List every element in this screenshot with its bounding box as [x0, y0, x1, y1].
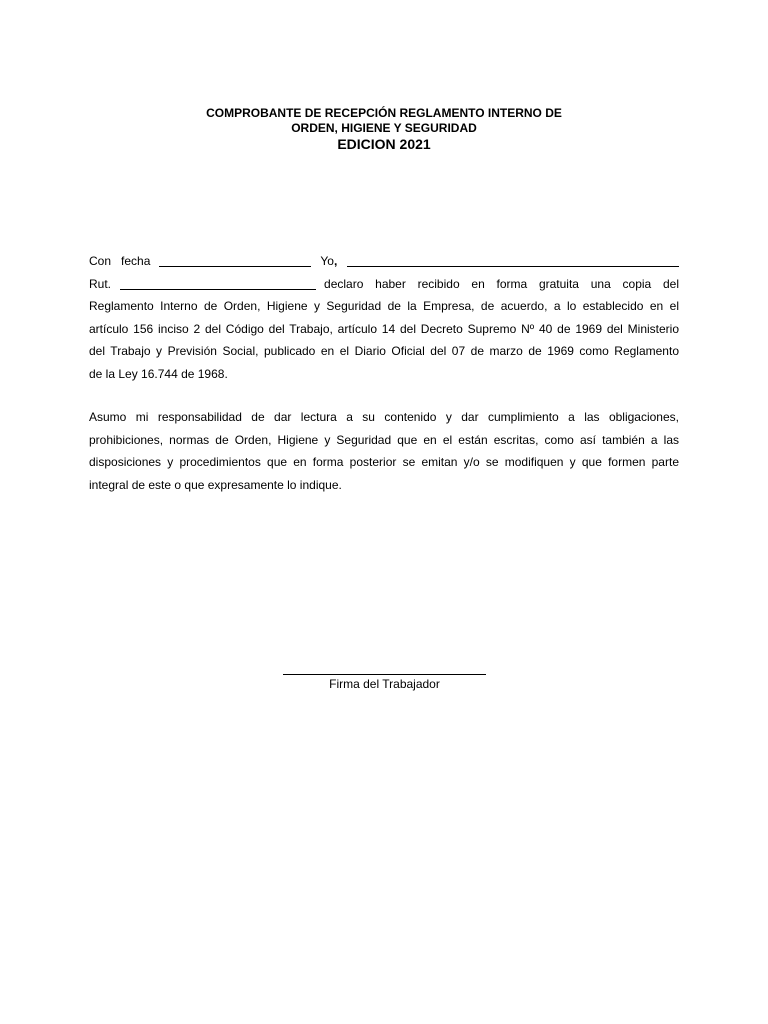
rut-label: Rut.: [89, 276, 112, 291]
edition-title: EDICION 2021: [337, 136, 431, 152]
name-blank-line: [347, 254, 679, 267]
signature-line: [283, 664, 486, 675]
fecha-yo-line: [89, 250, 679, 273]
paragraph2-line: Asumo mi responsabilidad de dar lectura a su contenido y dar cumplimiento a las obligaciones,: [89, 410, 679, 424]
paragraph-declaration: [89, 250, 679, 385]
con-fecha-label: Con fecha: [89, 254, 151, 268]
title-line-1: COMPROBANTE DE RECEPCIÓN REGLAMENTO INTERNO DE: [206, 106, 562, 120]
document-title-block: [0, 106, 768, 153]
rut-line: [89, 273, 679, 296]
yo-label: Yo: [320, 254, 334, 268]
paragraph1-last-line: de la Ley 16.744 de 1968.: [89, 366, 228, 381]
rut-blank-line: [120, 277, 316, 290]
paragraph2-last-line: integral de este o que expresamente lo indique.: [89, 477, 342, 492]
signature-label: Firma del Trabajador: [329, 677, 440, 691]
paragraph1-line: artículo 156 inciso 2 del Código del Trabajo, artículo 14 del Decreto Supremo Nº 40 de 1969 del Ministerio: [89, 321, 679, 336]
paragraph2-line: prohibiciones, normas de Orden, Higiene y Seguridad que en el están escritas, como así también a las: [89, 432, 679, 447]
paragraph-responsibility: [89, 406, 679, 496]
paragraph1-line: del Trabajo y Previsión Social, publicado en el Diario Oficial del 07 de marzo de 1969 como Reglamento: [89, 344, 679, 358]
paragraph1-line: Reglamento Interno de Orden, Higiene y Seguridad de la Empresa, de acuerdo, a lo establecido en el: [89, 299, 679, 313]
paragraph2-line: disposiciones y procedimientos que en forma posterior se emitan y/o se modifiquen y que formen parte: [89, 455, 679, 469]
title-line-2: ORDEN, HIGIENE Y SEGURIDAD: [291, 121, 477, 135]
yo-comma: ,: [333, 254, 338, 268]
rut-rest-text: declaro haber recibido en forma gratuita una copia del: [324, 276, 679, 291]
fecha-blank-line: [159, 254, 311, 267]
signature-block: [283, 664, 486, 692]
